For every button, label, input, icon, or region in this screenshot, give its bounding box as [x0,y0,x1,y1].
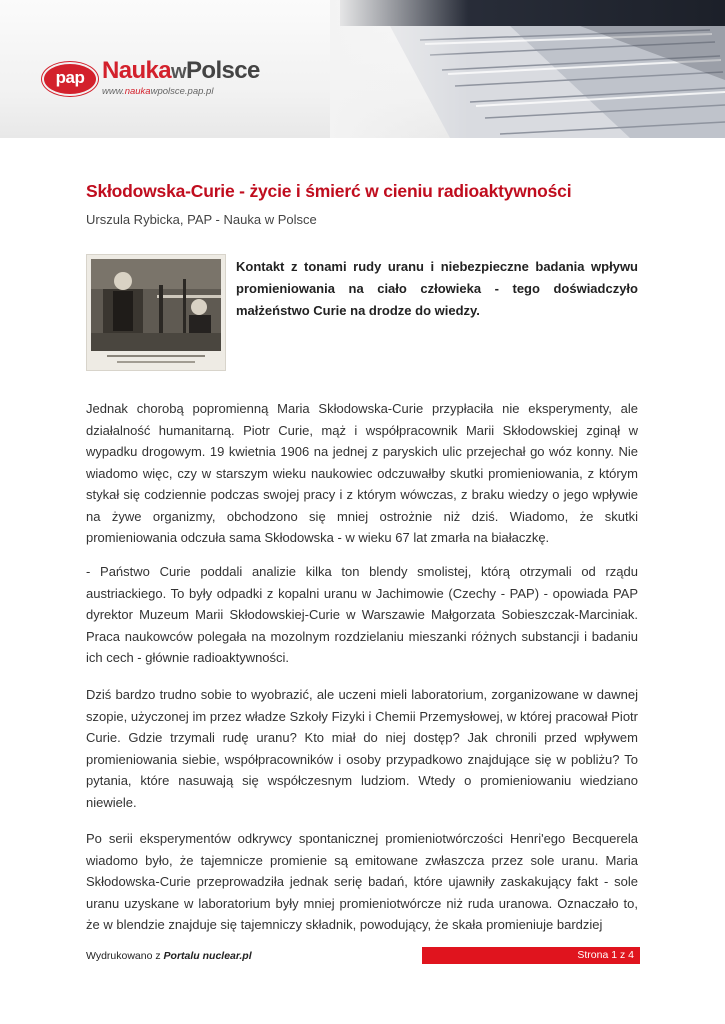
banner-staircase-graphic [330,0,725,138]
footer-printed-from: Wydrukowano z Portalu nuclear.pl [86,950,252,962]
article-byline: Urszula Rybicka, PAP - Nauka w Polsce [86,212,317,227]
header-banner [0,0,725,138]
article-photo [86,254,226,371]
portal-link[interactable]: Portalu nuclear.pl [163,950,252,962]
article-paragraph: - Państwo Curie poddali analizie kilka ton blendy smolistej, którą otrzymali od rządu austriackiego. To były odpadki z kopalni uranu w Jachimowie (Czechy - PAP) - opowiada PAP dyrektor Muzeum Marii Skłodowskiej-Curie w Warszawie Małgorzata Sobieszczak-Marciniak. Praca naukowców polegała na mozolnym rozdzielaniu mieszanki różnych substancji i badaniu ich cech - głównie radioaktywności. [86,564,638,665]
pap-badge-icon: pap [42,62,98,96]
site-url: www.naukawpolsce.pap.pl [102,86,214,97]
article-lead: Kontakt z tonami rudy uranu i niebezpieczne badania wpływu promieniowania na ciało człowieka - tego doświadczyło małżeństwo Curie na drodze do wiedzy. [236,259,638,318]
brand-name: NaukawPolsce [102,57,260,84]
article-paragraph: Dziś bardzo trudno sobie to wyobrazić, ale uczeni mieli laboratorium, zorganizowane w dawnej szopie, użyczonej im przez władze Szkoły Fizyki i Chemii Przemysłowej, w której pracował Piotr Curie. Gdzie trzymali rudę uranu? Kto miał do niej dostęp? Jak chronili przed wpływem promieniowania siebie, współpracowników i osoby przypadkowo znajdujące się w pobliżu? To pytania, które nasuwają się współczesnym ludziom. Wtedy o promieniowaniu wiedziano niewiele. [86,687,638,810]
article-title: Skłodowska-Curie - życie i śmierć w cieniu radioaktywności [86,181,572,201]
article-paragraph: Po serii eksperymentów odkrywcy spontanicznej promieniotwórczości Henri'ego Becquerela wiadomo było, że tajemnicze promienie są emitowane zwłaszcza przez sole uranu. Maria Skłodowska-Curie przeprowadziła jednak serię badań, które ujawniły zaskakujący fakt - sole uranu uzyskane w laboratorium były mniej promieniotwórcze niż ruda uranowa. Oznaczało to, że w blendzie znajduje się tajemniczy składnik, powodujący, że skała promieniuje bardziej [86,831,638,932]
article-paragraph: Jednak chorobą popromienną Maria Skłodowska-Curie przypłaciła nie eksperymenty, ale działalność humanitarną. Piotr Curie, mąż i współpracownik Marii Skłodowskiej zginął w wypadku drogowym. 19 kwietnia 1906 na jednej z paryskich ulic przejechał go wóz konny. Nie wiadomo więc, czy w starszym wieku naukowiec odczuwałby skutki promieniowania, z którym stykał się codziennie podczas swojej pracy i z którym wówczas, z braku wiedzy o jego wpływie na żywe organizmy, obchodzono się mniej ostrożnie niż dziś. Wiadomo, że skutki promieniowania odczuła sama Skłodowska - w wieku 67 lat zmarła na białaczkę. [86,401,638,545]
page-indicator: Strona 1 z 4 [422,947,640,964]
